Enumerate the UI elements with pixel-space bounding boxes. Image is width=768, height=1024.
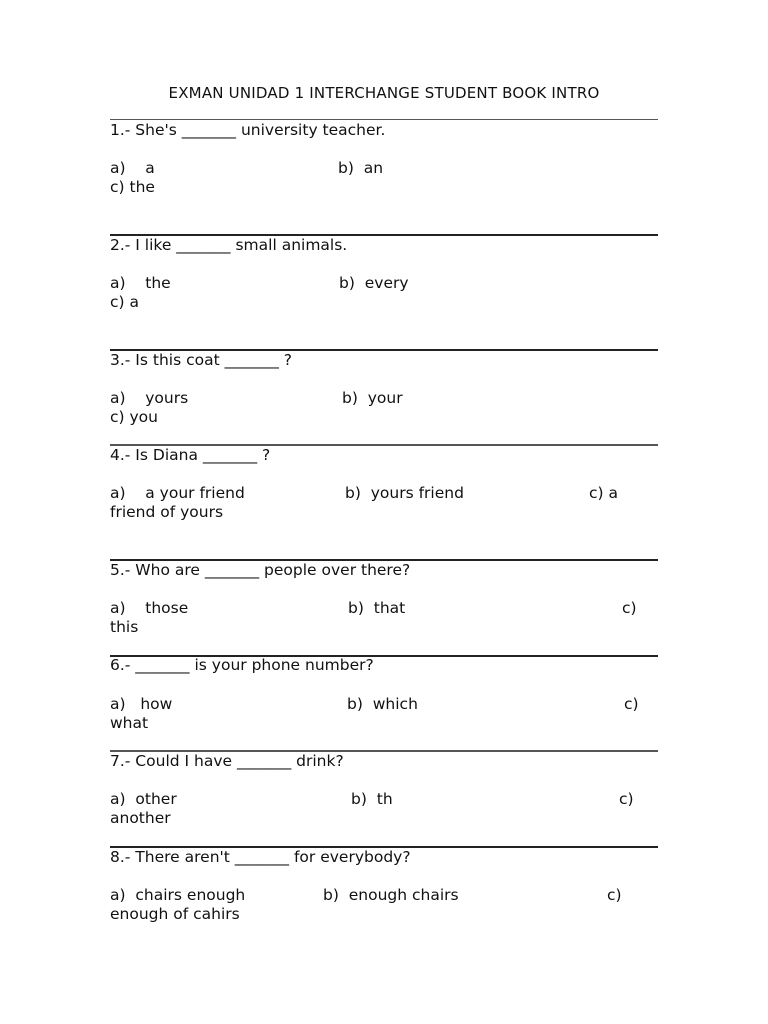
question-3-option-b: b) your — [342, 389, 403, 407]
question-5-option-c-continued: this — [110, 618, 139, 636]
question-6-option-c-continued: what — [110, 714, 149, 732]
question-7-option-c: c) — [619, 790, 634, 808]
exam-title: EXMAN UNIDAD 1 INTERCHANGE STUDENT BOOK INTRO — [168, 84, 600, 102]
question-7-text: 7.- Could I have _______ drink? — [110, 752, 344, 770]
question-7-option-a: a) other — [110, 790, 177, 808]
question-3-option-a: a) yours — [110, 389, 189, 407]
question-7-option-c-continued: another — [110, 809, 171, 827]
question-6-option-c: c) — [624, 695, 639, 713]
question-1-option-c: c) the — [110, 178, 155, 196]
question-4-option-c: c) a — [589, 484, 618, 502]
question-8-option-b: b) enough chairs — [323, 886, 459, 904]
question-1-text: 1.- She's _______ university teacher. — [110, 121, 386, 139]
question-2-text: 2.- I like _______ small animals. — [110, 236, 348, 254]
question-2-option-a: a) the — [110, 274, 171, 292]
question-2-option-b: b) every — [339, 274, 409, 292]
question-8-option-c: c) — [607, 886, 622, 904]
question-3-text: 3.- Is this coat _______ ? — [110, 351, 293, 369]
question-7-option-b: b) th — [351, 790, 393, 808]
question-6-text: 6.- _______ is your phone number? — [110, 656, 374, 674]
question-8-text: 8.- There aren't _______ for everybody? — [110, 848, 411, 866]
question-5-option-a: a) those — [110, 599, 189, 617]
question-5-option-b: b) that — [348, 599, 406, 617]
question-5-option-c: c) — [622, 599, 637, 617]
question-8-option-a: a) chairs enough — [110, 886, 246, 904]
question-1-option-a: a) a — [110, 159, 155, 177]
divider — [110, 119, 658, 120]
question-8-option-c-continued: enough of cahirs — [110, 905, 240, 923]
question-6-option-b: b) which — [347, 695, 418, 713]
question-5-text: 5.- Who are _______ people over there? — [110, 561, 411, 579]
question-6-option-a: a) how — [110, 695, 173, 713]
question-4-text: 4.- Is Diana _______ ? — [110, 446, 271, 464]
question-4-option-c-continued: friend of yours — [110, 503, 224, 521]
question-4-option-b: b) yours friend — [345, 484, 464, 502]
question-1-option-b: b) an — [338, 159, 384, 177]
question-3-option-c: c) you — [110, 408, 158, 426]
question-4-option-a: a) a your friend — [110, 484, 245, 502]
question-2-option-c: c) a — [110, 293, 139, 311]
